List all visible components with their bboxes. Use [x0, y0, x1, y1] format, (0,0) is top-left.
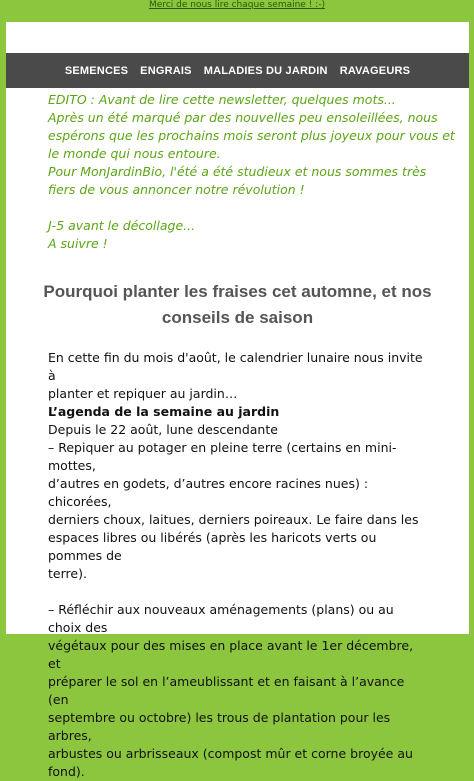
text-line: planter et repiquer au jardin… [48, 386, 238, 401]
top-banner [0, 0, 474, 22]
edito-line: EDITO : Avant de lire cette newsletter, quelques mots... [48, 92, 396, 107]
text-line: espaces libres ou libérés (après les haricots verts ou pommes de [48, 530, 377, 563]
intro-paragraph [48, 349, 427, 403]
article-content [6, 349, 469, 781]
nav-maladies-du-jardin[interactable]: MALADIES DU JARDIN [203, 64, 328, 77]
paragraph-reflechir [48, 601, 427, 781]
article-title: Pourquoi planter les fraises cet automne, et nos conseils de saison [43, 282, 432, 327]
text-line: végétaux pour des mises en place avant le 1er décembre, et [48, 638, 414, 671]
agenda-subtitle: Depuis le 22 août, lune descendante [48, 422, 278, 437]
edito-line: Après un été marqué par des nouvelles peu ensoleillées, nous [48, 110, 438, 125]
header-band [6, 22, 469, 53]
edito-line: J-5 avant le décollage... [48, 218, 196, 233]
text-line: septembre ou octobre) les trous de plantation pour les arbres, [48, 710, 391, 743]
edito-line: le monde qui nous entoure. [48, 146, 221, 161]
paragraph-repiquer [48, 439, 427, 583]
newsletter-body [6, 22, 469, 779]
nav-ravageurs[interactable]: RAVAGEURS [339, 64, 411, 77]
text-line: – Réfléchir aux nouveaux aménagements (plans) ou au choix des [48, 602, 394, 635]
text-line: arbustes ou arbrisseaux (compost mûr et corne broyée au fond). [48, 746, 413, 779]
edito-line: espérons que les prochains mois seront plus joyeux pour vous et [48, 128, 455, 143]
text-line: terre). [48, 566, 87, 581]
text-line: derniers choux, laitues, derniers poireaux. Le faire dans les [48, 512, 419, 527]
nav-semences[interactable]: SEMENCES [64, 64, 129, 77]
edito-block [6, 88, 469, 253]
nav-engrais[interactable]: ENGRAIS [140, 64, 192, 77]
text-line: d’autres en godets, d’autres encore racines nues) : chicorées, [48, 476, 369, 509]
agenda-heading: L’agenda de la semaine au jardin [48, 404, 280, 419]
edito-line: fiers de vous annoncer notre révolution ! [48, 182, 305, 197]
read-weekly-link[interactable]: Merci de nous lire chaque semaine ! :-) [149, 0, 325, 10]
edito-line: Pour MonJardinBio, l'été a été studieux et nous sommes très [48, 164, 427, 179]
text-line: préparer le sol en l’ameublissant et en faisant à l’avance (en [48, 674, 405, 707]
text-line: En cette fin du mois d'août, le calendrier lunaire nous invite à [48, 350, 423, 383]
main-nav [6, 53, 469, 88]
text-line: – Repiquer au potager en pleine terre (certains en mini-mottes, [48, 440, 397, 473]
edito-line: A suivre ! [48, 236, 108, 251]
